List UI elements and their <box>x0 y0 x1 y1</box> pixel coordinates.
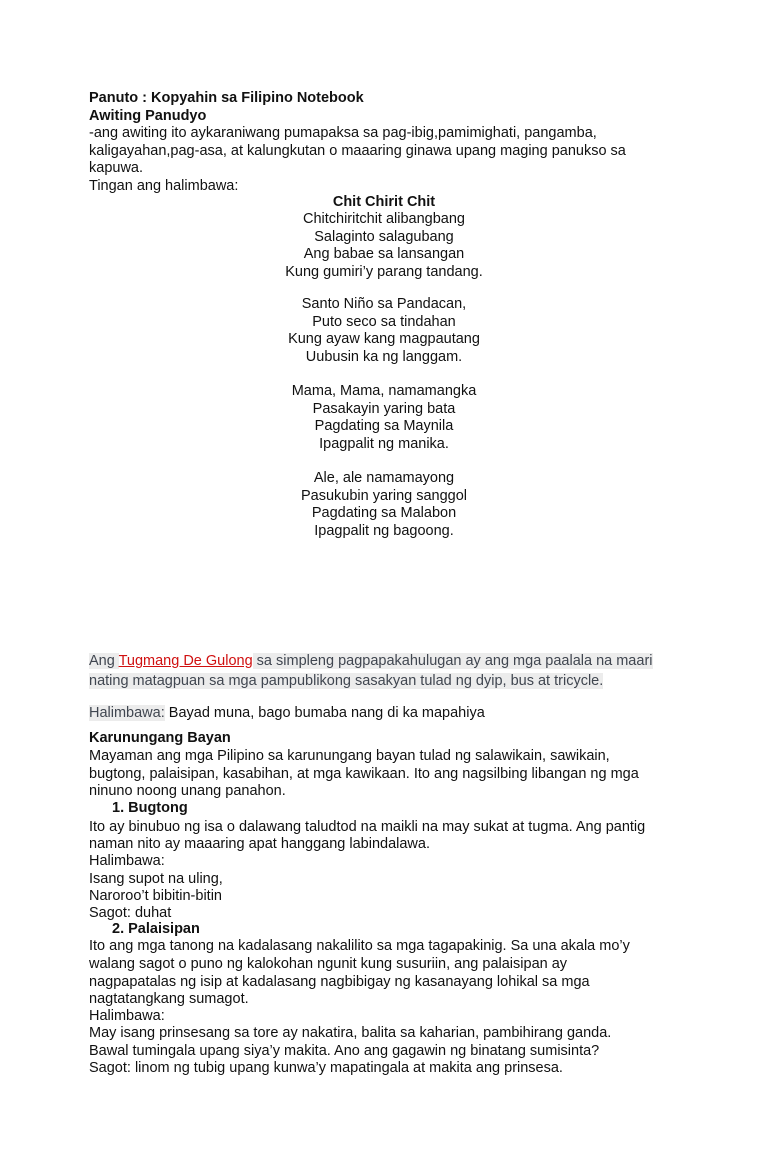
poem-line: Pagdating sa Malabon <box>311 505 457 522</box>
poem-line: Mama, Mama, namamangka <box>291 383 477 399</box>
poem-line: Kung gumiri’y parang tandang. <box>285 263 483 280</box>
instruction: Panuto : Kopyahin sa Filipino Notebook <box>89 90 364 106</box>
palaisipan-line: walang sagot o puno ng kalokohan ngunit kung susuriin, ang palaisipan ay <box>89 956 568 972</box>
intro-line: Tingan ang halimbawa: <box>89 178 239 194</box>
intro-line: -ang awiting ito aykaraniwang pumapaksa sa pag-ibig,pamimighati, pangamba, <box>89 125 597 141</box>
poem-line: Ipagpalit ng manika. <box>319 435 449 452</box>
tugma-line <box>89 653 653 670</box>
palaisipan-line: Bawal tumingala upang siya’y makita. Ano ang gagawin ng binatang sumisinta? <box>89 1043 600 1059</box>
tugmang-de-gulong-link[interactable]: Tugmang De Gulong <box>118 653 253 669</box>
poem-line: Ipagpalit ng bagoong. <box>314 522 454 539</box>
bugtong-line: naman nito ay maaaring apat hanggang labindalawa. <box>89 836 430 852</box>
palaisipan-line: May isang prinsesang sa tore ay nakatira, balita sa kaharian, pambihirang ganda. <box>89 1025 612 1041</box>
palaisipan-line: Sagot: linom ng tubig upang kunwa’y mapatingala at makita ang prinsesa. <box>89 1060 563 1076</box>
bugtong-line: Ito ay binubuo ng isa o dalawang taludtod na maikli na may sukat at tugma. Ang pantig <box>89 819 646 835</box>
poem-line: Santo Niño sa Pandacan, <box>301 296 467 312</box>
tugma-line <box>89 673 603 690</box>
poem-line: Puto seco sa tindahan <box>312 313 456 330</box>
palaisipan-line: nagtatangkang sumagot. <box>89 991 249 1007</box>
intro-line: kapuwa. <box>89 160 144 176</box>
bugtong-line: Naroroo’t bibitin-bitin <box>89 888 222 904</box>
poem-title: Chit Chirit Chit <box>332 194 436 210</box>
poem-line: Ang babae sa lansangan <box>303 246 465 263</box>
palaisipan-line: Ito ang mga tanong na kadalasang nakalilito sa mga tagapakinig. Sa una akala mo’y <box>89 938 630 954</box>
poem-line: Chitchiritchit alibangbang <box>302 211 465 227</box>
palaisipan-line: nagpapatalas ng isip at kadalasang nagbibigay ng kasanayang lohikal sa mga <box>89 974 590 990</box>
poem-line: Uubusin ka ng langgam. <box>305 348 463 365</box>
bugtong-line: Sagot: duhat <box>89 905 172 921</box>
example-text: Bayad muna, bago bumaba nang di ka mapahiya <box>164 705 485 721</box>
bugtong-heading: 1. Bugtong <box>112 800 188 816</box>
text: nating matagpuan sa mga pampublikong sasakyan tulad ng dyip, bus at tricycle. <box>89 673 604 689</box>
intro-line: kaligayahan,pag-asa, at kalungkutan o maaaring ginawa upang maging panukso sa <box>89 143 626 159</box>
palaisipan-heading: 2. Palaisipan <box>112 921 200 937</box>
palaisipan-line: Halimbawa: <box>89 1008 165 1024</box>
poem-line: Pasakayin yaring bata <box>312 400 456 417</box>
section-title: Awiting Panudyo <box>89 108 207 124</box>
karunungan-line: bugtong, palaisipan, kasabihan, at mga kawikaan. Ito ang nagsilbing libangan ng mga <box>89 766 639 782</box>
poem-line: Pasukubin yaring sanggol <box>300 487 468 504</box>
poem-line: Kung ayaw kang magpautang <box>288 331 480 348</box>
tugma-example <box>89 705 485 722</box>
text: sa simpleng pagpapakahulugan ay ang mga paalala na maari <box>252 653 653 669</box>
poem-line: Salaginto salagubang <box>314 228 454 245</box>
text: Ang <box>89 653 119 669</box>
bugtong-line: Halimbawa: <box>89 853 165 869</box>
poem-line: Pagdating sa Maynila <box>314 418 454 435</box>
karunungan-line: Mayaman ang mga Pilipino sa karunungang bayan tulad ng salawikain, sawikain, <box>89 748 610 764</box>
karunungan-line: ninuno noong unang panahon. <box>89 783 286 799</box>
bugtong-line: Isang supot na uling, <box>89 871 223 887</box>
karunungan-title: Karunungang Bayan <box>89 730 231 746</box>
poem-line: Ale, ale namamayong <box>313 470 455 486</box>
example-label: Halimbawa: <box>89 705 165 721</box>
